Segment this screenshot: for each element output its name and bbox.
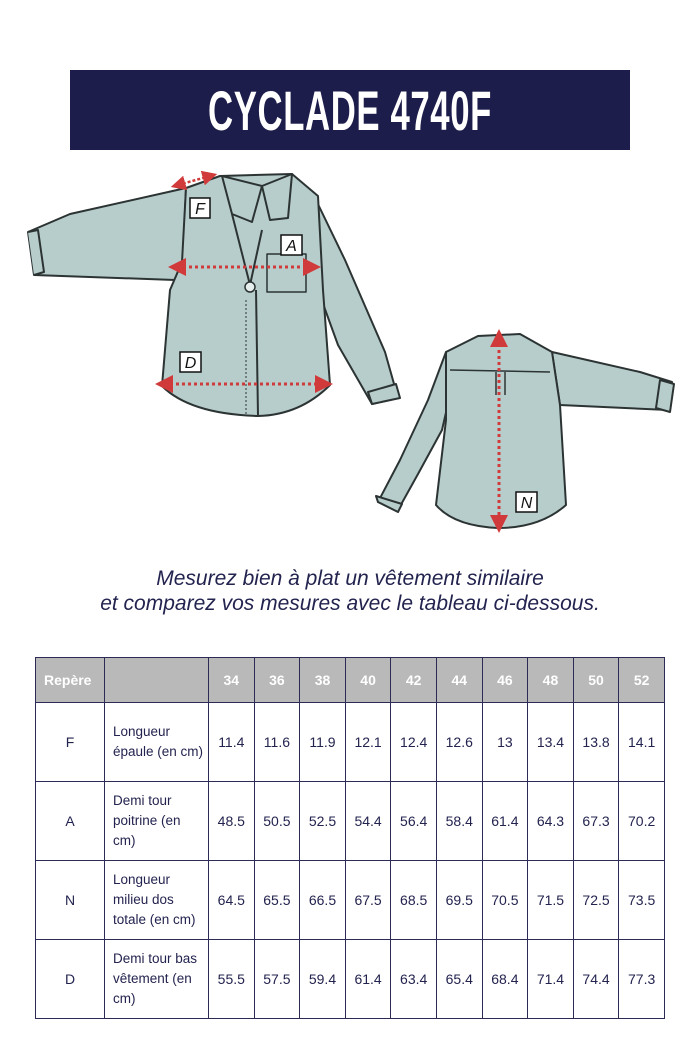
column-header-size: 40 [345, 658, 391, 703]
measurement-instructions [0, 566, 700, 616]
column-header-size: 44 [436, 658, 482, 703]
table-cell: 74.4 [573, 940, 619, 1019]
row-marker: N [36, 861, 105, 940]
svg-text:F: F [195, 201, 205, 218]
table-cell: 61.4 [345, 940, 391, 1019]
table-cell: 13.8 [573, 703, 619, 782]
table-cell: 12.1 [345, 703, 391, 782]
marker-f [190, 198, 210, 218]
table-cell: 57.5 [254, 940, 300, 1019]
row-marker: A [36, 782, 105, 861]
column-header-size: 50 [573, 658, 619, 703]
column-header-size: 48 [528, 658, 574, 703]
column-header-marker: Repère [36, 658, 105, 703]
svg-text:D: D [184, 355, 197, 372]
row-marker: D [36, 940, 105, 1019]
table-cell: 63.4 [391, 940, 437, 1019]
table-cell: 14.1 [619, 703, 665, 782]
column-header-size: 42 [391, 658, 437, 703]
column-header-size: 46 [482, 658, 528, 703]
instruction-line-2: et comparez vos mesures avec le tableau ci-dessous. [100, 592, 600, 615]
table-row [36, 703, 665, 782]
marker-d [180, 352, 201, 372]
table-cell: 73.5 [619, 861, 665, 940]
table-cell: 50.5 [254, 782, 300, 861]
table-cell: 56.4 [391, 782, 437, 861]
table-header-row [36, 658, 665, 703]
table-cell: 11.6 [254, 703, 300, 782]
row-label: Demi tour poitrine (en cm) [105, 782, 209, 861]
table-cell: 59.4 [300, 940, 346, 1019]
svg-text:N: N [520, 495, 533, 512]
table-cell: 66.5 [300, 861, 346, 940]
table-cell: 71.5 [528, 861, 574, 940]
front-shirt-drawing [28, 174, 400, 416]
table-cell: 65.4 [436, 940, 482, 1019]
table-row [36, 940, 665, 1019]
table-cell: 69.5 [436, 861, 482, 940]
svg-text:A: A [286, 238, 297, 255]
row-marker: F [36, 703, 105, 782]
garment-illustration [0, 160, 700, 540]
table-cell: 54.4 [345, 782, 391, 861]
table-cell: 68.5 [391, 861, 437, 940]
table-cell: 70.2 [619, 782, 665, 861]
row-label: Longueur milieu dos totale (en cm) [105, 861, 209, 940]
size-chart-table [35, 657, 665, 1019]
table-row [36, 861, 665, 940]
table-cell: 13.4 [528, 703, 574, 782]
table-cell: 64.3 [528, 782, 574, 861]
table-cell: 55.5 [209, 940, 255, 1019]
column-header-size: 34 [209, 658, 255, 703]
row-label: Demi tour bas vêtement (en cm) [105, 940, 209, 1019]
title-banner [70, 70, 630, 150]
row-label: Longueur épaule (en cm) [105, 703, 209, 782]
marker-n [516, 492, 537, 512]
table-row [36, 782, 665, 861]
table-cell: 67.5 [345, 861, 391, 940]
table-cell: 13 [482, 703, 528, 782]
column-header-description [105, 658, 209, 703]
table-cell: 72.5 [573, 861, 619, 940]
table-cell: 48.5 [209, 782, 255, 861]
table-cell: 61.4 [482, 782, 528, 861]
table-cell: 58.4 [436, 782, 482, 861]
table-cell: 71.4 [528, 940, 574, 1019]
table-cell: 68.4 [482, 940, 528, 1019]
page-title: CYCLADE 4740F [208, 78, 492, 142]
column-header-size: 52 [619, 658, 665, 703]
table-cell: 11.4 [209, 703, 255, 782]
table-cell: 77.3 [619, 940, 665, 1019]
table-cell: 12.6 [436, 703, 482, 782]
table-cell: 67.3 [573, 782, 619, 861]
table-cell: 70.5 [482, 861, 528, 940]
table-cell: 64.5 [209, 861, 255, 940]
column-header-size: 36 [254, 658, 300, 703]
instruction-line-1: Mesurez bien à plat un vêtement similaire [156, 567, 544, 590]
table-cell: 52.5 [300, 782, 346, 861]
table-cell: 65.5 [254, 861, 300, 940]
table-cell: 11.9 [300, 703, 346, 782]
marker-a [281, 235, 302, 255]
table-cell: 12.4 [391, 703, 437, 782]
column-header-size: 38 [300, 658, 346, 703]
